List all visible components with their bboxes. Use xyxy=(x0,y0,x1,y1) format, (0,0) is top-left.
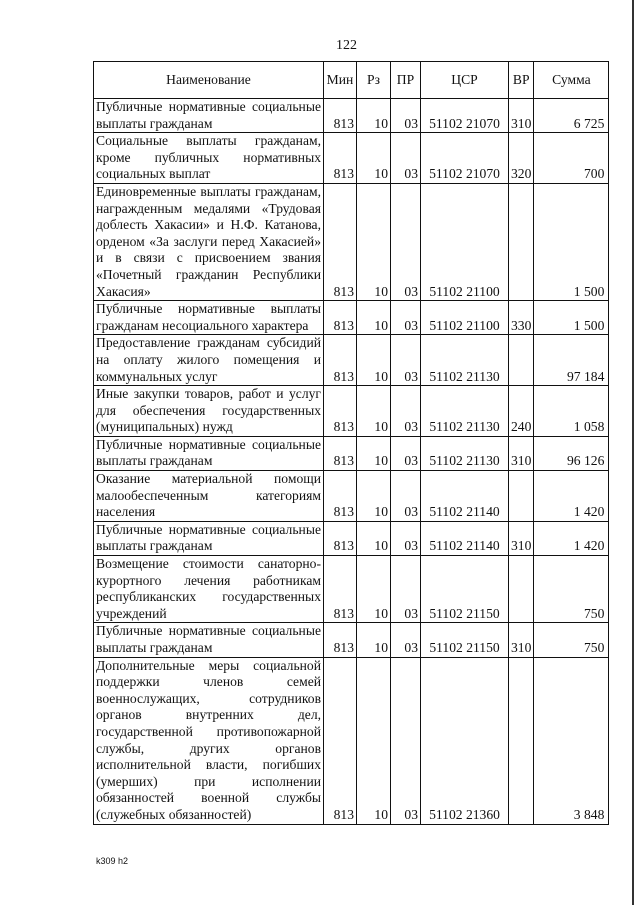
table-row xyxy=(94,99,609,133)
row-vr: 310 xyxy=(509,99,534,133)
table-row xyxy=(94,335,609,386)
row-rz: 10 xyxy=(357,623,391,657)
row-sum: 97 184 xyxy=(534,335,609,386)
row-min: 813 xyxy=(324,556,357,623)
row-pr: 03 xyxy=(391,183,421,300)
row-min: 813 xyxy=(324,521,357,555)
table-row xyxy=(94,183,609,300)
header-pr: ПР xyxy=(391,62,421,99)
row-rz: 10 xyxy=(357,301,391,335)
row-name: Предоставление гражданам субсидий на оплату жилого помещения и коммунальных услуг xyxy=(94,335,324,386)
row-vr: 310 xyxy=(509,623,534,657)
table-row xyxy=(94,436,609,470)
header-min: Мин xyxy=(324,62,357,99)
row-pr: 03 xyxy=(391,99,421,133)
row-vr xyxy=(509,335,534,386)
row-sum: 1 420 xyxy=(534,471,609,522)
row-pr: 03 xyxy=(391,335,421,386)
row-name: Оказание материальной помощи малообеспеченным категориям населения xyxy=(94,471,324,522)
table-row xyxy=(94,301,609,335)
row-vr: 320 xyxy=(509,133,534,184)
row-pr: 03 xyxy=(391,436,421,470)
row-vr xyxy=(509,657,534,824)
row-min: 813 xyxy=(324,183,357,300)
row-name: Публичные нормативные социальные выплаты гражданам xyxy=(94,521,324,555)
row-name: Единовременные выплаты гражданам, награжденным медалями «Трудовая доблесть Хакасии» и Н.Ф. Катанова, орденом «За заслуги перед Хакасией» и в связи с присвоением звания «Почетный гражданин Республики Хакасия» xyxy=(94,183,324,300)
table-row xyxy=(94,471,609,522)
row-vr xyxy=(509,471,534,522)
row-name: Публичные нормативные социальные выплаты гражданам xyxy=(94,623,324,657)
row-csr: 51102 21150 xyxy=(421,556,509,623)
row-csr: 51102 21100 xyxy=(421,183,509,300)
header-vr: ВР xyxy=(509,62,534,99)
row-sum: 6 725 xyxy=(534,99,609,133)
row-rz: 10 xyxy=(357,133,391,184)
row-pr: 03 xyxy=(391,623,421,657)
row-sum: 1 058 xyxy=(534,386,609,437)
row-min: 813 xyxy=(324,301,357,335)
row-name: Публичные нормативные социальные выплаты гражданам xyxy=(94,99,324,133)
row-vr: 330 xyxy=(509,301,534,335)
row-rz: 10 xyxy=(357,556,391,623)
page-number: 122 xyxy=(336,38,357,53)
row-min: 813 xyxy=(324,623,357,657)
row-min: 813 xyxy=(324,386,357,437)
table-row xyxy=(94,133,609,184)
row-min: 813 xyxy=(324,657,357,824)
row-csr: 51102 21360 xyxy=(421,657,509,824)
row-name: Дополнительные меры социальной поддержки членов семей военнослужащих, сотрудников органов внутренних дел, государственной противопожарной службы, других органов исполнительной власти, погибших (умерших) при исполнении обязанностей военной службы (служебных обязанностей) xyxy=(94,657,324,824)
row-sum: 700 xyxy=(534,133,609,184)
row-csr: 51102 21130 xyxy=(421,335,509,386)
row-csr: 51102 21150 xyxy=(421,623,509,657)
row-name: Публичные нормативные выплаты гражданам несоциального характера xyxy=(94,301,324,335)
row-csr: 51102 21140 xyxy=(421,471,509,522)
row-sum: 96 126 xyxy=(534,436,609,470)
row-sum: 750 xyxy=(534,556,609,623)
budget-table xyxy=(93,61,609,825)
row-min: 813 xyxy=(324,133,357,184)
row-rz: 10 xyxy=(357,183,391,300)
table-row xyxy=(94,657,609,824)
table-row xyxy=(94,556,609,623)
header-sum: Сумма xyxy=(534,62,609,99)
row-pr: 03 xyxy=(391,133,421,184)
row-sum: 1 500 xyxy=(534,301,609,335)
row-vr xyxy=(509,183,534,300)
scan-edge-line xyxy=(632,0,634,905)
row-rz: 10 xyxy=(357,386,391,437)
row-pr: 03 xyxy=(391,521,421,555)
row-sum: 3 848 xyxy=(534,657,609,824)
table-row xyxy=(94,386,609,437)
table-row xyxy=(94,623,609,657)
row-vr: 310 xyxy=(509,436,534,470)
header-rz: Рз xyxy=(357,62,391,99)
row-vr: 240 xyxy=(509,386,534,437)
row-sum: 1 420 xyxy=(534,521,609,555)
row-pr: 03 xyxy=(391,301,421,335)
row-name: Социальные выплаты гражданам, кроме публичных нормативных социальных выплат xyxy=(94,133,324,184)
row-pr: 03 xyxy=(391,556,421,623)
row-min: 813 xyxy=(324,471,357,522)
row-min: 813 xyxy=(324,436,357,470)
row-rz: 10 xyxy=(357,99,391,133)
header-name: Наименование xyxy=(94,62,324,99)
table-row xyxy=(94,521,609,555)
row-vr xyxy=(509,556,534,623)
row-min: 813 xyxy=(324,335,357,386)
row-rz: 10 xyxy=(357,335,391,386)
row-rz: 10 xyxy=(357,657,391,824)
row-vr: 310 xyxy=(509,521,534,555)
row-csr: 51102 21100 xyxy=(421,301,509,335)
row-rz: 10 xyxy=(357,471,391,522)
row-name: Иные закупки товаров, работ и услуг для обеспечения государственных (муниципальных) нужд xyxy=(94,386,324,437)
header-csr: ЦСР xyxy=(421,62,509,99)
table-header-row xyxy=(94,62,609,99)
row-rz: 10 xyxy=(357,436,391,470)
row-csr: 51102 21130 xyxy=(421,386,509,437)
row-csr: 51102 21070 xyxy=(421,133,509,184)
footer-code: k309 h2 xyxy=(96,856,129,866)
row-name: Возмещение стоимости санаторно-курортного лечения работникам республиканских государственных учреждений xyxy=(94,556,324,623)
row-sum: 750 xyxy=(534,623,609,657)
row-rz: 10 xyxy=(357,521,391,555)
row-sum: 1 500 xyxy=(534,183,609,300)
row-pr: 03 xyxy=(391,386,421,437)
row-csr: 51102 21130 xyxy=(421,436,509,470)
row-csr: 51102 21070 xyxy=(421,99,509,133)
row-min: 813 xyxy=(324,99,357,133)
row-pr: 03 xyxy=(391,471,421,522)
row-name: Публичные нормативные социальные выплаты гражданам xyxy=(94,436,324,470)
row-csr: 51102 21140 xyxy=(421,521,509,555)
row-pr: 03 xyxy=(391,657,421,824)
